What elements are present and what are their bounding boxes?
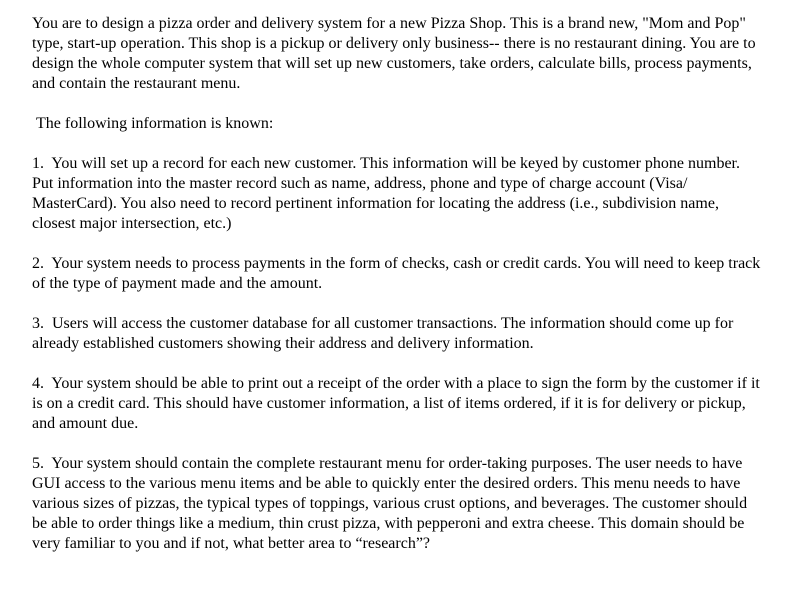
item-text: Users will access the customer database for all customer transactions. The information should come up for already established customers showing their address and delivery information. bbox=[32, 315, 734, 352]
document-body bbox=[32, 14, 764, 574]
requirement-item-2 bbox=[32, 254, 764, 294]
item-text: You will set up a record for each new customer. This information will be keyed by customer phone number. Put information into the master record such as name, address, phone and type of charge account (Visa/ MasterCard). You also need to record pertinent information for locating the address (i.e., subdivision name, closest major intersection, etc.) bbox=[32, 155, 740, 232]
known-heading: The following information is known: bbox=[36, 115, 274, 132]
item-number: 3. bbox=[32, 315, 44, 332]
item-number: 4. bbox=[32, 375, 44, 392]
item-text: Your system needs to process payments in the form of checks, cash or credit cards. You will need to keep track of the type of payment made and the amount. bbox=[32, 255, 761, 292]
item-number: 2. bbox=[32, 255, 44, 272]
requirement-item-5 bbox=[32, 454, 764, 554]
item-text: Your system should be able to print out a receipt of the order with a place to sign the form by the customer if it is on a credit card. This should have customer information, a list of items ordered, if it is for delivery or pickup, and amount due. bbox=[32, 375, 760, 432]
requirement-item-1 bbox=[32, 154, 764, 234]
requirement-item-4 bbox=[32, 374, 764, 434]
requirement-item-3 bbox=[32, 314, 764, 354]
item-number: 5. bbox=[32, 455, 44, 472]
intro-paragraph: You are to design a pizza order and delivery system for a new Pizza Shop. This is a brand new, "Mom and Pop" type, start-up operation. This shop is a pickup or delivery only business-- there is no restaurant dining. You are to design the whole computer system that will set up new customers, take orders, calculate bills, process payments, and contain the restaurant menu. bbox=[32, 15, 756, 92]
item-number: 1. bbox=[32, 155, 44, 172]
item-text: Your system should contain the complete restaurant menu for order-taking purposes. The user needs to have GUI access to the various menu items and be able to quickly enter the desired orders. This menu needs to have various sizes of pizzas, the typical types of toppings, various crust options, and beverages. The customer should be able to order things like a medium, thin crust pizza, with pepperoni and extra cheese. This domain should be very familiar to you and if not, what better area to “research”? bbox=[32, 455, 748, 552]
